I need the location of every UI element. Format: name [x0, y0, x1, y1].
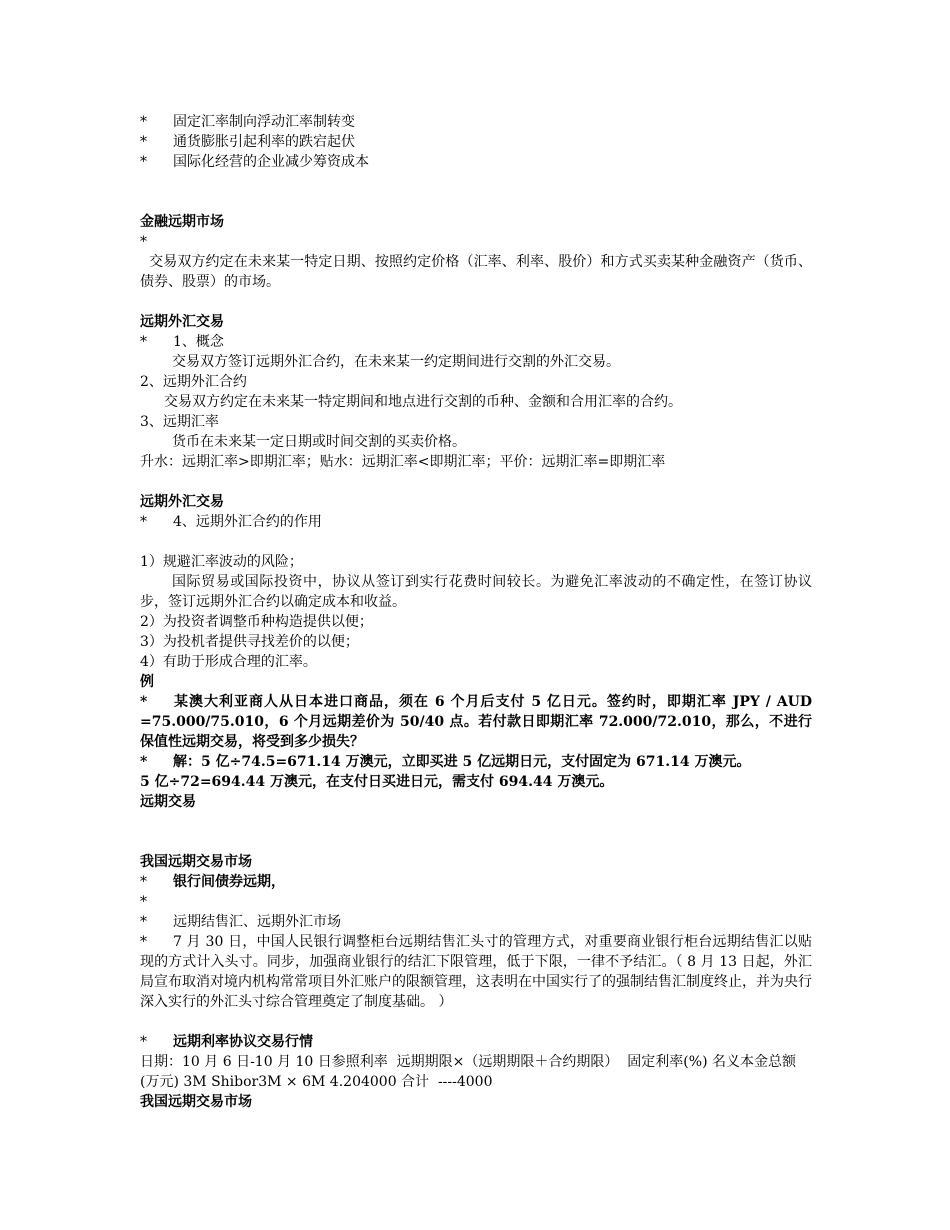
bullet-marker: *: [140, 894, 147, 910]
paragraph: 货币在未来某一定日期或时间交割的买卖价格。: [172, 434, 466, 450]
bullet-marker: *: [140, 154, 147, 170]
list-item: 2、远期外汇合约: [140, 374, 247, 390]
example-label: 例: [140, 674, 154, 690]
bullet-marker: *: [140, 134, 147, 150]
bullet-marker: *: [140, 914, 147, 930]
paragraph: 升水：远期汇率>即期汇率；贴水：远期汇率<即期汇率；平价：远期汇率=即期汇率: [140, 454, 666, 470]
bullet-item: * 7 月 30 日，中国人民银行调整柜台远期结售汇头寸的管理方式，对重要商业银行柜台远期结售汇以贴现的方式计入头寸。同步，加强商业银行的结汇下限管理，低于下限，一律不予结汇。（ 8 月 13 日起，外汇局宣布取消对境内机构常常项目外汇账户的限额管理，这表明在中国实行了的强制结售汇制度终止，并为央行深入实行的外汇头寸综合管理奠定了制度基础。 ）: [140, 934, 812, 1010]
bullet-marker: *: [140, 1034, 147, 1050]
bullet-marker: *: [140, 234, 147, 250]
bullet-item: * 固定汇率制向浮动汇率制转变: [140, 114, 355, 130]
list-item: 2）为投资者调整币种构造提供以便；: [140, 614, 373, 630]
paragraph: 交易双方签订远期外汇合约，在未来某一约定期间进行交割的外汇交易。: [172, 354, 620, 370]
bullet-item: * 远期结售汇、远期外汇市场: [140, 914, 341, 930]
section-heading: 金融远期市场: [140, 214, 224, 230]
list-item: 4）有助于形成合理的汇率。: [140, 654, 317, 670]
section-heading: 远期外汇交易: [140, 494, 224, 510]
list-item: 3）为投机者提供寻找差价的以便；: [140, 634, 359, 650]
list-item: 3、远期汇率: [140, 414, 219, 430]
paragraph: 交易双方约定在未来某一特定日期、按照约定价格（汇率、利率、股价）和方式买卖某种金融资产（货币、债券、股票）的市场。: [140, 254, 813, 290]
bullet-marker: *: [140, 694, 148, 710]
example-question: * 某澳大利亚商人从日本进口商品，须在 6 个月后支付 5 亿日元。签约时，即期汇率 JPY / AUD =75.000/75.010，6 个月远期差价为 50/40 点。若付款日即期汇率 72.000/72.010，那么，不进行保值性远期交易，将受到多少损失？: [140, 694, 817, 750]
bullet-marker: *: [140, 334, 147, 350]
bullet-item: [140, 892, 812, 912]
list-item: 1）规避汇率波动的风险；: [140, 554, 303, 570]
bullet-item: * 通货膨胀引起利率的跌宕起伏: [140, 134, 355, 150]
example-answer-continued: 5 亿÷72=694.44 万澳元，在支付日买进日元，需支付 694.44 万澳元。: [140, 774, 614, 790]
bullet-marker: *: [140, 874, 147, 890]
example-answer: * 解：5 亿÷74.5=671.14 万澳元，立即买进 5 亿远期日元，支付固定为 671.14 万澳元。: [140, 754, 751, 770]
section-footer: 远期交易: [140, 794, 196, 810]
section-heading: 我国远期交易市场: [140, 854, 252, 870]
bullet-item: * 银行间债券远期，: [140, 874, 285, 890]
section-heading: 远期外汇交易: [140, 314, 224, 330]
bullet-marker: *: [140, 514, 147, 530]
bullet-item: * 远期利率协议交易行情: [140, 1034, 313, 1050]
bullet-item: * 4、远期外汇合约的作用: [140, 514, 322, 530]
table-line: 日期：10 月 6 日-10 月 10 日参照利率 远期期限×（远期期限＋合约期限） 固定利率(%) 名义本金总额(万元) 3M Shibor3M × 6M 4.204000 合计 ----4000: [140, 1054, 796, 1090]
bullet-item: * 1、概念: [140, 334, 224, 350]
document-page: [140, 112, 817, 1112]
bullet-marker: *: [140, 934, 147, 950]
bullet-item: * 国际化经营的企业减少筹资成本: [140, 154, 369, 170]
paragraph: 交易双方约定在未来某一特定期间和地点进行交割的币种、金额和合用汇率的合约。: [164, 394, 682, 410]
bullet-marker: *: [140, 754, 148, 770]
bullet-marker: *: [140, 114, 147, 130]
section-footer: 我国远期交易市场: [140, 1094, 252, 1110]
paragraph: 国际贸易或国际投资中，协议从签订到实行花费时间较长。为避免汇率波动的不确定性，在签订协议步，签订远期外汇合约以确定成本和收益。: [140, 574, 812, 610]
